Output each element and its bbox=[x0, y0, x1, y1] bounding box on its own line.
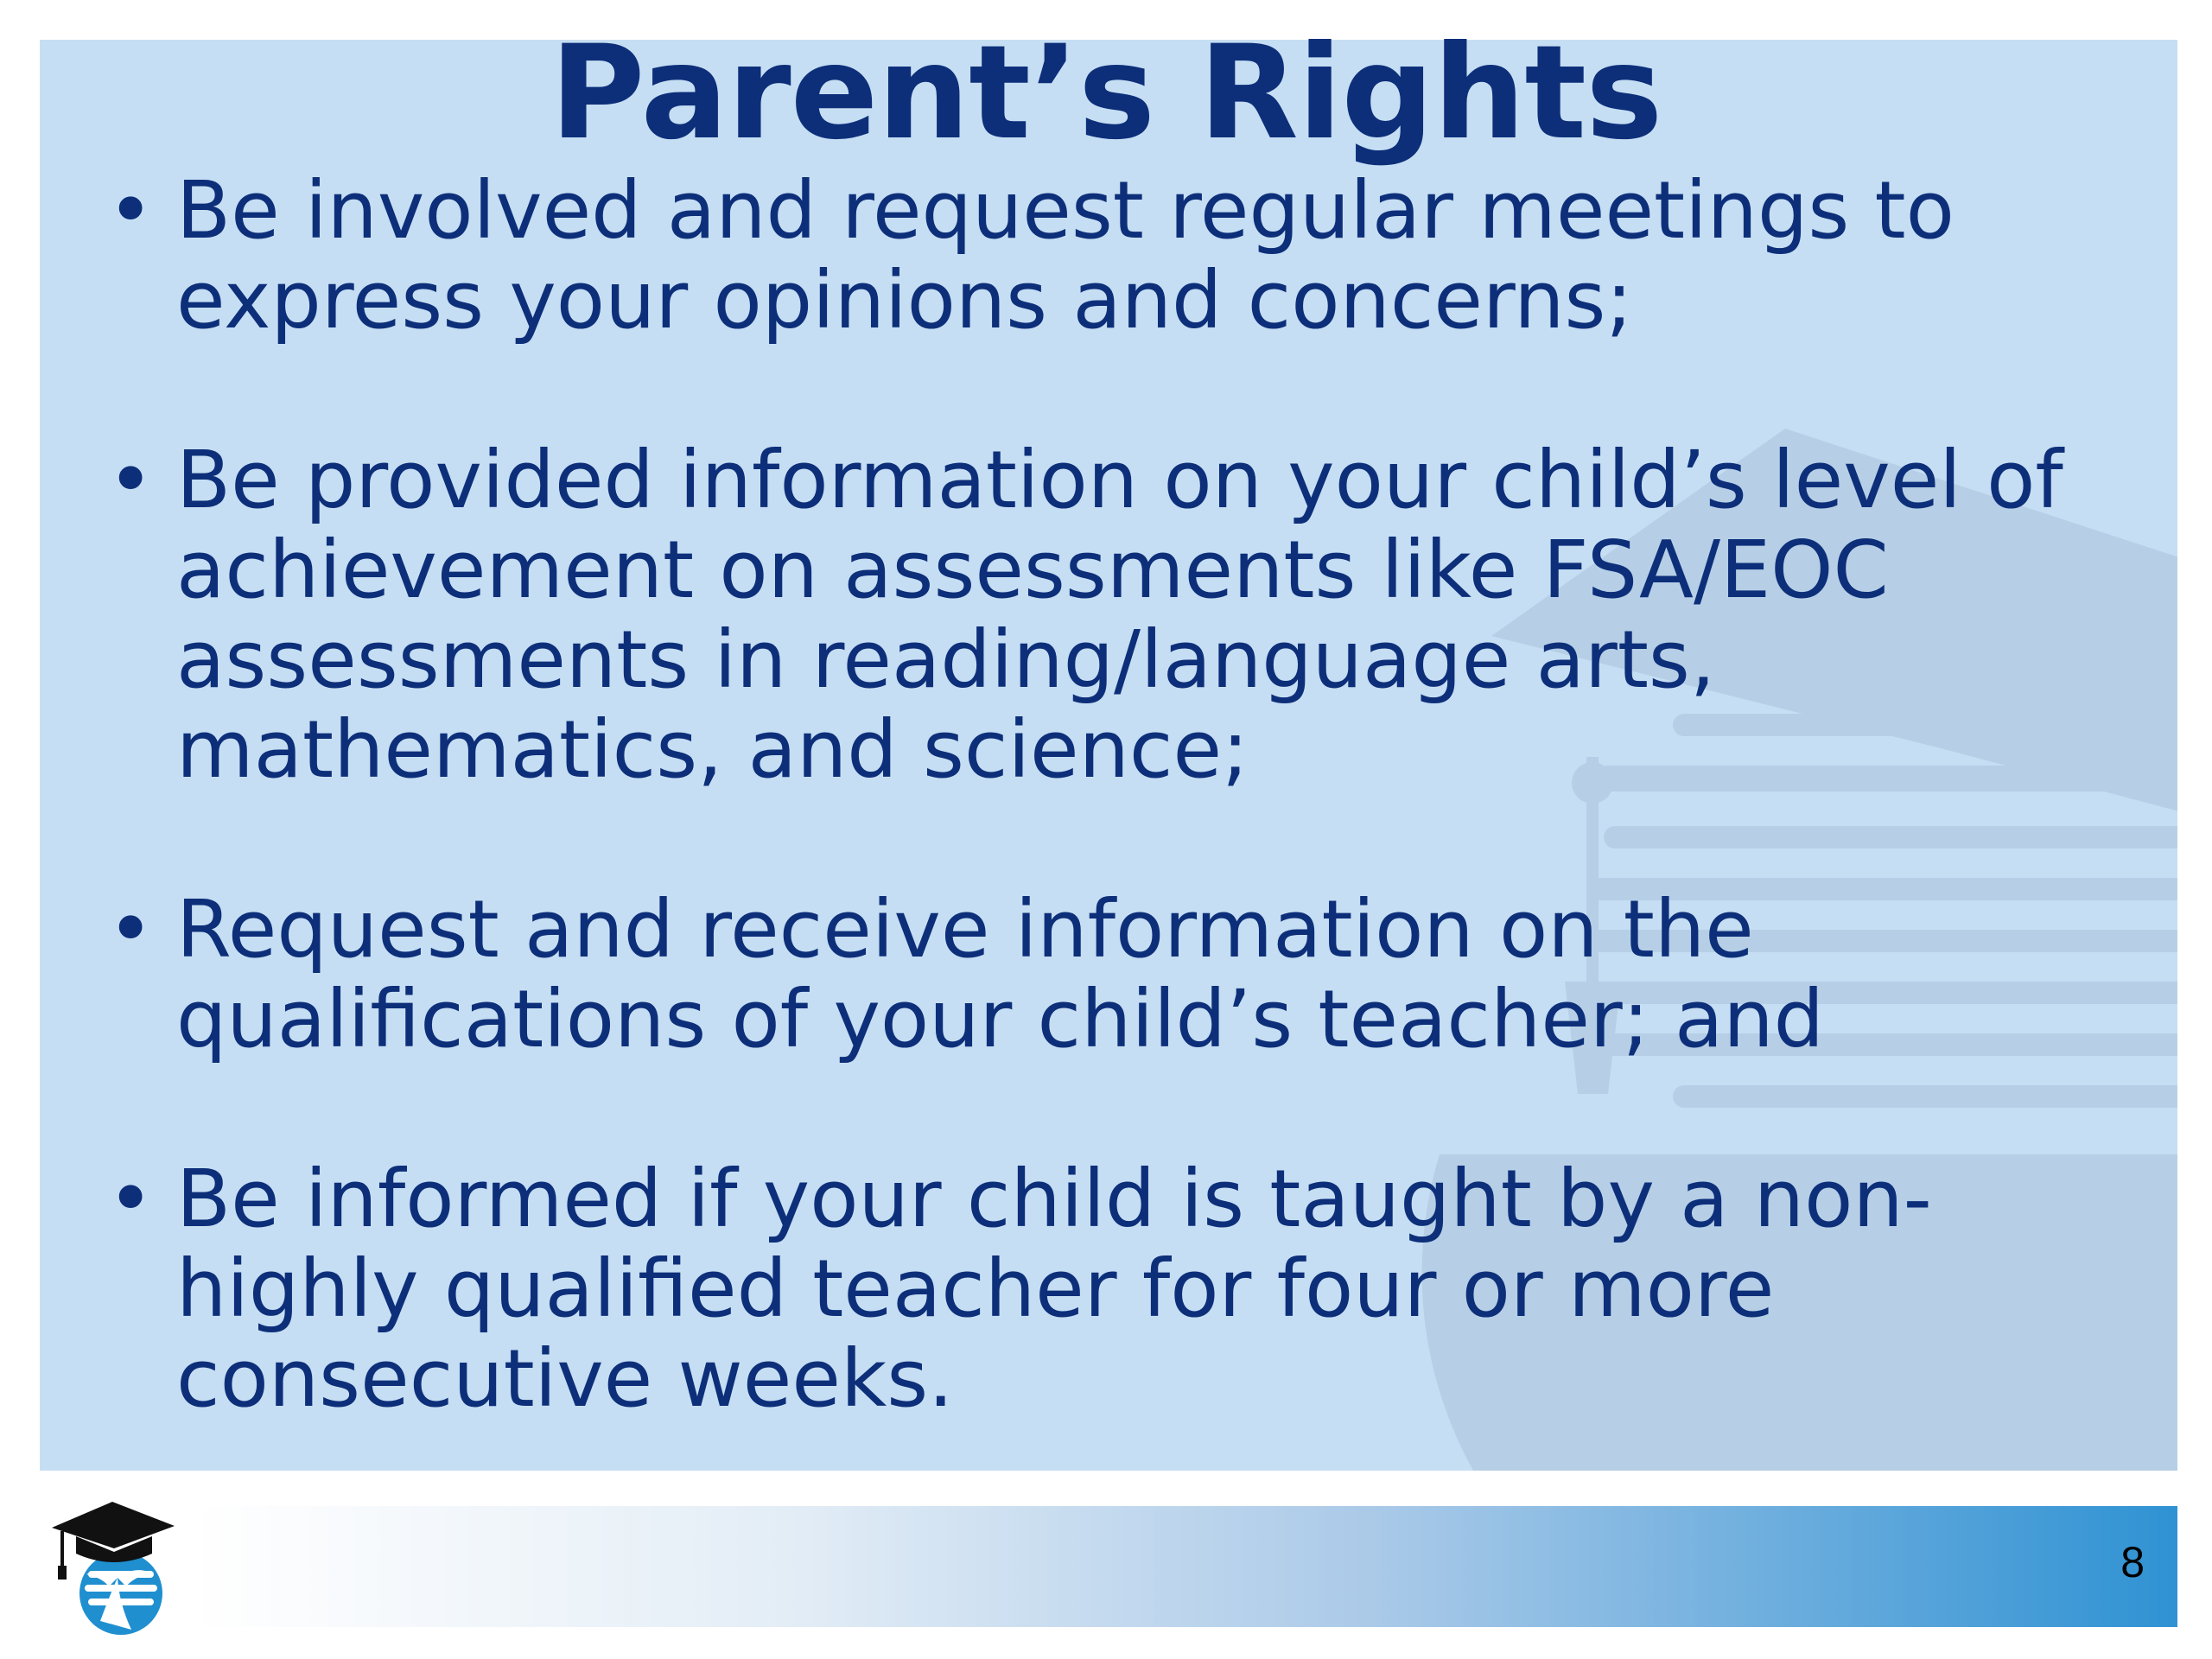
bullet-text: Be provided information on your child’s level of achievement on assessments like FSA/EOC assessments in reading/language arts, mathematics, and science; bbox=[176, 434, 2063, 796]
graduation-cap-orange-logo-icon bbox=[48, 1491, 187, 1638]
bullet-item bbox=[95, 885, 2152, 1065]
bullet-marker: • bbox=[107, 883, 155, 976]
bullet-marker: • bbox=[107, 164, 155, 257]
bullet-text: Be involved and request regular meetings to express your opinions and concerns; bbox=[176, 164, 1955, 346]
slide-title: Parent’s Rights bbox=[550, 18, 1662, 168]
bullet-text: Be informed if your child is taught by a non-highly qualified teacher for four or more consecutive weeks. bbox=[176, 1153, 1932, 1425]
bullet-list bbox=[95, 166, 2152, 1424]
bullet-item bbox=[95, 435, 2152, 795]
footer-bar bbox=[192, 1506, 2177, 1627]
bullet-marker: • bbox=[107, 1153, 155, 1245]
page-number: 8 bbox=[2120, 1538, 2145, 1586]
bullet-item bbox=[95, 166, 2152, 346]
bullet-item bbox=[95, 1154, 2152, 1424]
bullet-text: Request and receive information on the qualifications of your child’s teacher; and bbox=[176, 883, 1825, 1065]
bullet-marker: • bbox=[107, 434, 155, 526]
